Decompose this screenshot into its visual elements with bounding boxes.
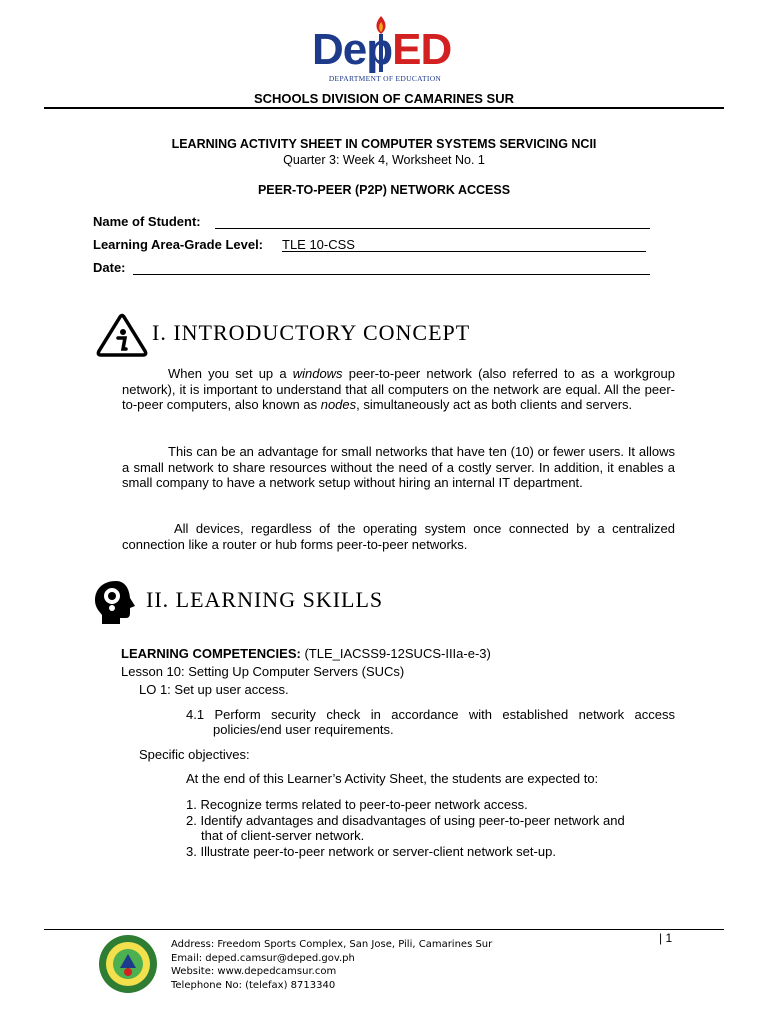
objective-3: 3. Illustrate peer-to-peer network or server-client network set-up. <box>186 844 556 859</box>
date-field[interactable] <box>133 274 650 275</box>
intro-paragraph-1: When you set up a windows peer-to-peer network (also referred to as a workgroup network), it is important to understand that all computers on the network are equal. All the peer-to-peer computers, also known as nodes, simultaneously act as both clients and servers. <box>122 366 675 412</box>
objective-2-cont: that of client-server network. <box>201 828 365 843</box>
section2-title: II. LEARNING SKILLS <box>146 587 384 612</box>
grade-field[interactable] <box>282 237 646 252</box>
head-gears-icon <box>92 578 140 626</box>
info-warning-icon <box>96 313 148 359</box>
quarter-line: Quarter 3: Week 4, Worksheet No. 1 <box>283 153 485 167</box>
intro-paragraph-2: This can be an advantage for small networks that have ten (10) or fewer users. It allows a small network to share resources without the need of a costly server. In addition, it enables a small company to have a network setup without hiring an internal IT department. <box>122 444 675 490</box>
lesson-line: Lesson 10: Setting Up Computer Servers (SUCs) <box>121 664 405 679</box>
date-label: Date: <box>93 260 126 275</box>
header-rule <box>44 107 724 109</box>
footer-rule <box>44 929 724 930</box>
name-label: Name of Student: <box>93 214 201 229</box>
sheet-title: LEARNING ACTIVITY SHEET IN COMPUTER SYSTEMS SERVICING NCII <box>171 137 597 151</box>
footer-address: Address: Freedom Sports Complex, San Jose, Pili, Camarines Sur <box>171 939 493 950</box>
logo-subtitle: DEPARTMENT OF EDUCATION <box>328 74 442 83</box>
division-seal-icon <box>98 934 158 994</box>
objective-1: 1. Recognize terms related to peer-to-peer network access. <box>186 797 528 812</box>
item-4-1-cont: policies/end user requirements. <box>213 722 394 737</box>
objectives-intro: At the end of this Learner’s Activity Sheet, the students are expected to: <box>186 771 599 786</box>
grade-value: TLE 10-CSS <box>282 237 355 252</box>
deped-logo <box>308 12 460 88</box>
competencies-line: LEARNING COMPETENCIES: (TLE_IACSS9-12SUCS-IIIa-e-3) <box>121 646 491 661</box>
page-number: | 1 <box>659 931 673 945</box>
logo-dep: Dep <box>312 25 393 74</box>
footer-phone: Telephone No: (telefax) 8713340 <box>171 979 336 991</box>
footer-contact <box>171 938 492 992</box>
item-4-1: 4.1 Perform security check in accordance with established network access <box>186 707 675 722</box>
grade-label: Learning Area-Grade Level: <box>93 237 264 252</box>
topic-title: PEER-TO-PEER (P2P) NETWORK ACCESS <box>257 183 511 197</box>
section1-title: I. INTRODUCTORY CONCEPT <box>152 320 471 345</box>
division-title: SCHOOLS DIVISION OF CAMARINES SUR <box>253 91 515 106</box>
logo-ed: ED <box>392 25 452 74</box>
objective-2: 2. Identify advantages and disadvantages of using peer-to-peer network and <box>186 813 625 828</box>
specific-objectives-label: Specific objectives: <box>139 747 250 762</box>
footer-email[interactable]: Email: deped.camsur@deped.gov.ph <box>171 952 355 964</box>
lo-line: LO 1: Set up user access. <box>139 682 289 697</box>
intro-paragraph-3: All devices, regardless of the operating system once connected by a centralized connection like a router or hub forms peer-to-peer networks. <box>122 521 675 552</box>
name-field[interactable] <box>215 228 650 229</box>
footer-website[interactable]: Website: www.depedcamsur.com <box>171 966 337 977</box>
